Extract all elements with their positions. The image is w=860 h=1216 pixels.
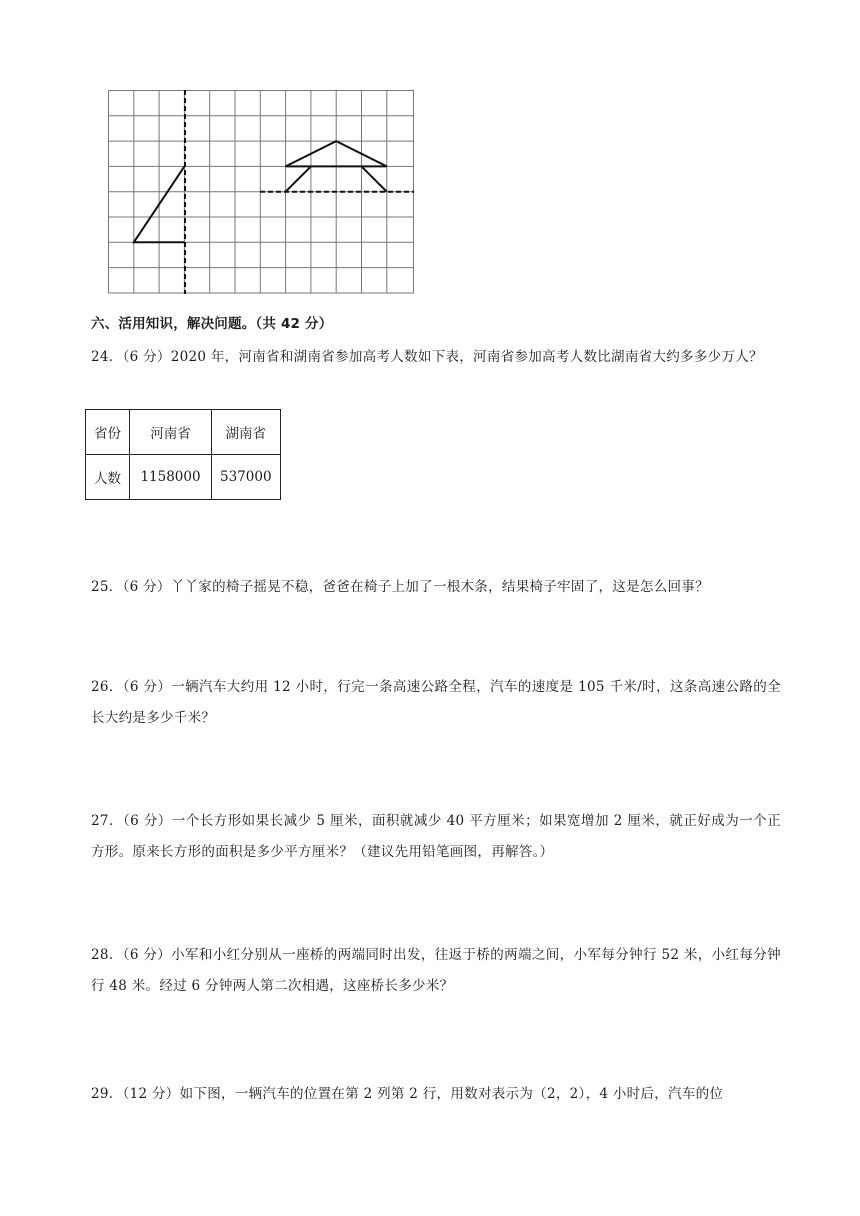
table-row	[86, 455, 281, 500]
question-26: 26．（6 分）一辆汽车大约用 12 小时，行完一条高速公路全程，汽车的速度是 105 千米/时，这条高速公路的全长大约是多少千米？	[91, 679, 781, 726]
exam-participants-table	[85, 409, 281, 500]
question-29: 29．（12 分）如下图，一辆汽车的位置在第 2 列第 2 行，用数对表示为（2，2），4 小时后，汽车的位	[91, 1086, 724, 1102]
question-24: 24．（6 分）2020 年，河南省和湖南省参加高考人数如下表，河南省参加高考人数比湖南省大约多多少万人？	[91, 349, 763, 365]
question-27: 27．（6 分）一个长方形如果长减少 5 厘米，面积就减少 40 平方厘米；如果宽增加 2 厘米，就正好成为一个正方形。原来长方形的面积是多少平方厘米？（建议先用铅笔画图，再解答。）	[91, 813, 781, 860]
table-cell: 湖南省	[212, 410, 281, 455]
table-cell: 人数	[86, 455, 130, 500]
table-cell: 省份	[86, 410, 130, 455]
table-cell: 537000	[212, 455, 281, 500]
table-cell: 河南省	[130, 410, 212, 455]
table-row	[86, 410, 281, 455]
question-28: 28．（6 分）小军和小红分别从一座桥的两端同时出发，往返于桥的两端之间，小军每分钟行 52 米，小红每分钟行 48 米。经过 6 分钟两人第二次相遇，这座桥长多少米？	[91, 947, 781, 994]
table-cell: 1158000	[130, 455, 212, 500]
section-title: 六、活用知识，解决问题。（共 42 分）	[91, 316, 333, 332]
question-25: 25．（6 分）丫丫家的椅子摇晃不稳，爸爸在椅子上加了一根木条，结果椅子牢固了，这是怎么回事？	[91, 579, 709, 595]
grid-figure	[108, 90, 416, 296]
